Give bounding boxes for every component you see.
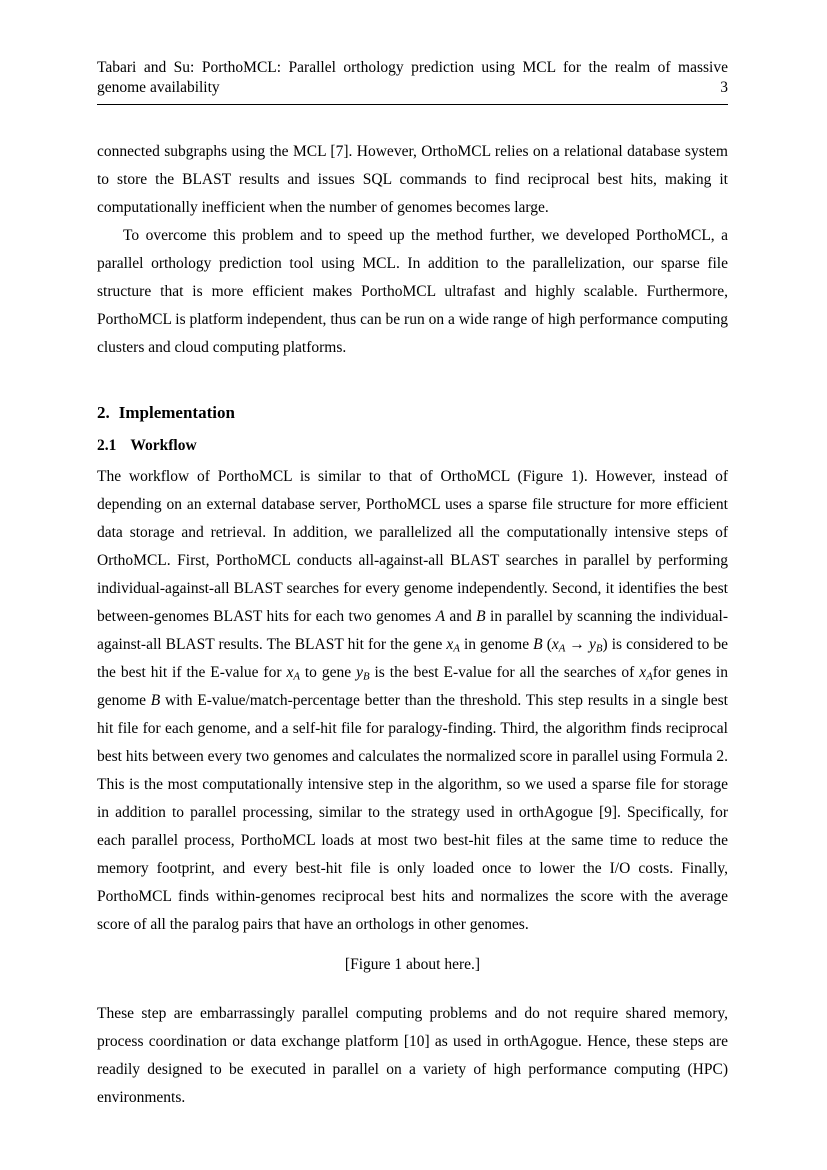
paragraph-overcome: To overcome this problem and to speed up the method further, we developed PorthoMCL, a parallel orthology prediction tool using MCL. In addition to the parallelization, our sparse file structure that is more efficient makes PorthoMCL ultrafast and highly scalable. Furthermore, PorthoMCL is platform independent, thus can be run on a wide range of high performance computing clusters and cloud computing platforms. [97,227,728,356]
figure-placeholder: [Figure 1 about here.] [344,956,481,973]
section-heading-implementation [97,402,728,424]
paragraph-workflow: The workflow of PorthoMCL is similar to that of OrthoMCL (Figure 1). However, instead of depending on an external database server, PorthoMCL uses a sparse file structure for more efficient data storage and retrieval. In addition, we parallelized all the computationally intensive steps of OrthoMCL. First, PorthoMCL conducts all-against-all BLAST searches in parallel by performing individual-against-all BLAST searches for every genome independently. Second, it identifies the best between-genomes BLAST hits for each two genomes A and B in parallel by scanning the individual-against-all BLAST results. The BLAST hit for the gene $x_A$ in genome B $(x_A \to y_B)$ is considered to be the best hit if the E-value for $x_A$ to gene $y_B$ is the best E-value for all the searches of $x_Afor$ genes in genome B with E-value/match-percentage better than the threshold. This step results in a single best hit file for each genome, and a self-hit file for paralogy-finding. Third, the algorithm finds reciprocal best hits between every two genomes and calculates the normalized score in parallel using Formula 2. This is the most computationally intensive step in the algorithm, so we used a sparse file for storage in addition to parallel processing, similar to the strategy used in orthAgogue [9]. Specifically, for each parallel process, PorthoMCL loads at most two best-hit files at the same time to reduce the memory footprint, and every best-hit file is only loaded once to lower the I/O costs. Finally, PorthoMCL finds within-genomes reciprocal best hits and normalizes the score with the average score of all the paralog pairs that have an orthologs in other genomes. [97,468,728,933]
paragraph-continuation: connected subgraphs using the MCL [7]. However, OrthoMCL relies on a relational database system to store the BLAST results and issues SQL commands to find reciprocal best hits, making it computationally inefficient when the number of genomes becomes large. [97,143,728,216]
paragraph-closing: These step are embarrassingly parallel computing problems and do not require shared memory, process coordination or data exchange platform [10] as used in orthAgogue. Hence, these steps are readily designed to be executed in parallel on a variety of high performance computing (HPC) environments. [97,1005,728,1106]
subsection-heading-workflow [97,435,728,456]
page-number: 3 [720,79,728,96]
paper-body [97,138,728,1112]
running-head-title: Tabari and Su: PorthoMCL: Parallel orthology prediction using MCL for the realm of massive genome availability [97,59,728,96]
section-number: 2. [97,403,110,422]
subsection-title: Workflow [130,437,197,454]
subsection-number: 2.1 [97,437,117,454]
running-head [97,58,728,105]
section-title: Implementation [118,403,235,422]
